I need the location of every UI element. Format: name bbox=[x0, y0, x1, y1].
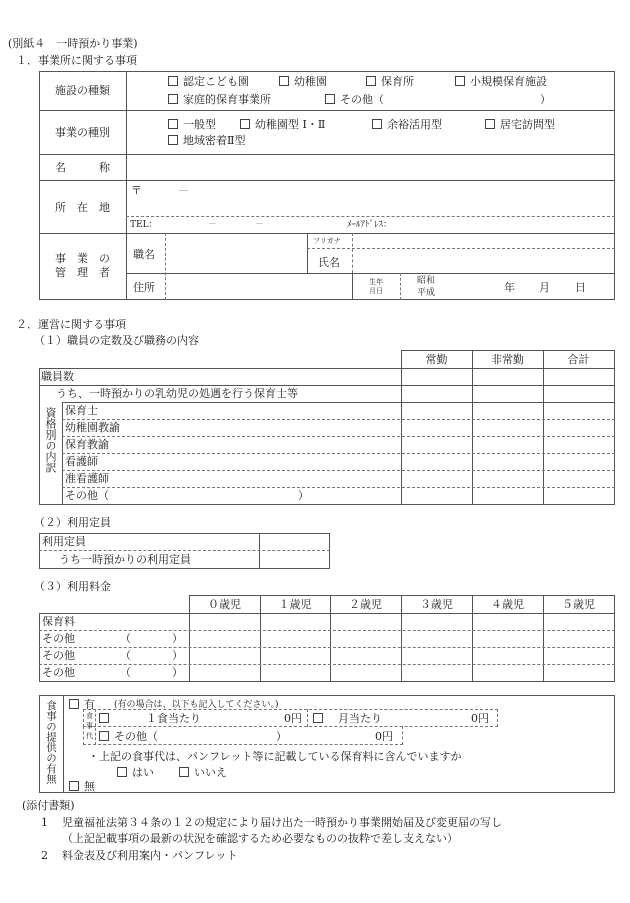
answer-yes-option[interactable]: はい bbox=[117, 766, 154, 779]
meal-label: 食事の提供の有無 bbox=[45, 700, 57, 784]
fee-row-label: 保育料 bbox=[42, 615, 75, 628]
attachments-title: (添付書類) bbox=[22, 799, 75, 812]
fee-row-label: その他 bbox=[42, 649, 75, 662]
era-heisei[interactable]: 平成 bbox=[417, 288, 436, 298]
qual-row-label: その他（ bbox=[65, 489, 109, 502]
col-parttime: 非常勤 bbox=[491, 353, 524, 366]
furigana-field[interactable] bbox=[354, 234, 613, 247]
checkbox-icon[interactable] bbox=[168, 119, 178, 129]
facility-option-small-scale[interactable]: 小規模保育施設 bbox=[455, 75, 547, 88]
month-label: 月 bbox=[539, 281, 550, 294]
answer-no-option[interactable]: いいえ bbox=[179, 766, 227, 779]
checkbox-icon[interactable] bbox=[279, 76, 289, 86]
checkbox-icon[interactable] bbox=[313, 713, 323, 723]
staff-subtitle: （１）職員の定数及び職務の内容 bbox=[34, 334, 199, 347]
fee-col-age2: ２歳児 bbox=[349, 598, 382, 611]
business-option-community[interactable]: 地域密着Ⅱ型 bbox=[168, 134, 245, 147]
fee-col-age5: ５歳児 bbox=[562, 598, 595, 611]
facility-type-label: 施設の種類 bbox=[55, 84, 110, 97]
era-showa[interactable]: 昭和 bbox=[417, 276, 436, 286]
qual-other-close: ） bbox=[298, 489, 309, 502]
meal-yes-note: (有の場合は、以下も記入してください。) bbox=[114, 700, 279, 710]
attachment-note: （上記記載事項の最新の状況を確認するため必要なものの抜粋で差し支えない） bbox=[62, 832, 458, 845]
fee-subtitle: （３）利用料金 bbox=[34, 580, 111, 593]
tel-label: TEL： bbox=[130, 220, 158, 230]
qual-row-label: 看護師 bbox=[65, 455, 98, 468]
fee-row-label: その他 bbox=[42, 666, 75, 679]
checkbox-icon[interactable] bbox=[99, 713, 109, 723]
attachment-text: 料金表及び利用案内・パンフレット bbox=[62, 849, 238, 862]
fee-col-age1: １歳児 bbox=[278, 598, 312, 611]
checkbox-icon[interactable] bbox=[485, 119, 495, 129]
checkbox-icon[interactable] bbox=[168, 76, 178, 86]
fee-col-age4: ４歳児 bbox=[491, 598, 524, 611]
meal-other-option[interactable]: その他（ bbox=[99, 730, 158, 743]
fee-col-age0: ０歳児 bbox=[208, 598, 241, 611]
business-option-surplus[interactable]: 余裕活用型 bbox=[372, 118, 442, 131]
section2-title: ２．運営に関する事項 bbox=[16, 318, 126, 331]
meal-question: ・上記の食事代は、パンフレット等に記載している保育料に含んでいますか bbox=[88, 750, 462, 763]
full-name-label: 氏名 bbox=[318, 256, 340, 269]
job-title-label: 職名 bbox=[133, 248, 155, 261]
checkbox-icon[interactable] bbox=[240, 119, 250, 129]
per-month-amount[interactable]: 0円 bbox=[471, 712, 489, 725]
facility-option-kodomoen[interactable]: 認定こども園 bbox=[168, 75, 249, 88]
facility-option-kindergarten[interactable]: 幼稚園 bbox=[279, 75, 327, 88]
checkbox-icon[interactable] bbox=[168, 94, 178, 104]
business-option-home-visit[interactable]: 居宅訪問型 bbox=[485, 118, 555, 131]
attachment-text: 児童福祉法第３４条の１２の規定により届け出た一時預かり事業開始届及び変更届の写し bbox=[62, 816, 502, 829]
col-fulltime: 常勤 bbox=[425, 353, 448, 366]
address-label: 住所 bbox=[133, 281, 155, 294]
meal-other-close: ） bbox=[276, 730, 287, 743]
full-name-field[interactable] bbox=[354, 249, 613, 272]
meal-no-option[interactable]: 無 bbox=[69, 780, 95, 793]
per-meal-option[interactable] bbox=[99, 712, 114, 725]
facility-other-close: ） bbox=[540, 93, 551, 106]
qual-row-label: 准看護師 bbox=[65, 472, 109, 485]
meal-fee-label: 食事代 bbox=[86, 712, 93, 740]
tel-field[interactable] bbox=[150, 217, 340, 232]
per-month-label: 月当たり bbox=[338, 712, 382, 725]
day-label: 日 bbox=[575, 281, 586, 294]
facility-option-home-based[interactable]: 家庭的保育事業所 bbox=[168, 93, 271, 106]
attachment-number: 2 bbox=[41, 849, 48, 862]
qual-row-label: 保育教諭 bbox=[65, 438, 109, 451]
business-type-label: 事業の種別 bbox=[55, 126, 110, 139]
fee-paren-open: （ bbox=[120, 649, 131, 662]
year-label: 年 bbox=[504, 281, 515, 294]
email-label: ﾒｰﾙｱﾄﾞﾚｽ： bbox=[347, 220, 393, 230]
tel-dash-2: － bbox=[255, 220, 265, 230]
meal-other-amount[interactable]: 0円 bbox=[375, 730, 393, 743]
col-total: 合計 bbox=[567, 353, 590, 366]
email-field[interactable] bbox=[400, 217, 612, 232]
business-option-kindergarten[interactable]: 幼稚園型 Ⅰ・Ⅱ bbox=[240, 118, 325, 131]
per-meal-amount[interactable]: 0円 bbox=[284, 712, 302, 725]
facility-option-nursery[interactable]: 保育所 bbox=[366, 75, 414, 88]
checkbox-icon[interactable] bbox=[69, 699, 79, 709]
capacity-row-label: うち一時預かりの利用定員 bbox=[59, 553, 191, 566]
postal-mark: 〒 bbox=[131, 184, 142, 197]
checkbox-icon[interactable] bbox=[455, 76, 465, 86]
fee-paren-close: ） bbox=[172, 649, 183, 662]
job-title-field[interactable] bbox=[167, 234, 306, 272]
attachment-number: 1 bbox=[41, 816, 48, 829]
fee-paren-open: （ bbox=[120, 666, 131, 679]
fee-row-label: その他 bbox=[42, 632, 75, 645]
tel-dash-1: － bbox=[208, 220, 218, 230]
temp-capacity-field[interactable] bbox=[261, 551, 328, 568]
name-label: 名 称 bbox=[55, 161, 110, 174]
fee-paren-close: ） bbox=[172, 632, 183, 645]
section1-title: １．事業所に関する事項 bbox=[16, 54, 137, 67]
checkbox-icon[interactable] bbox=[117, 767, 127, 777]
meal-yes-option[interactable]: 有 bbox=[69, 698, 95, 711]
staff-temp-label: うち、一時預かりの乳幼児の処遇を行う保育士等 bbox=[56, 387, 298, 400]
staff-total-label: 職員数 bbox=[41, 370, 74, 383]
checkbox-icon[interactable] bbox=[372, 119, 382, 129]
fee-col-age3: ３歳児 bbox=[420, 598, 453, 611]
facility-name-field[interactable] bbox=[127, 155, 614, 180]
capacity-field[interactable] bbox=[261, 534, 328, 549]
checkbox-icon[interactable] bbox=[325, 94, 335, 104]
qual-row-label: 保育士 bbox=[65, 404, 98, 417]
location-label: 所 在 地 bbox=[55, 201, 110, 214]
qual-row-label: 幼稚園教諭 bbox=[65, 421, 120, 434]
per-month-option[interactable] bbox=[313, 712, 328, 725]
postal-dash: － bbox=[178, 184, 189, 197]
facility-option-other[interactable]: その他（ bbox=[325, 93, 384, 106]
birth-label-line1: 生年 bbox=[369, 278, 383, 286]
fee-paren-close: ） bbox=[172, 666, 183, 679]
checkbox-icon[interactable] bbox=[168, 135, 178, 145]
manager-label-line2: 管 理 者 bbox=[55, 266, 110, 279]
fee-paren-open: （ bbox=[120, 632, 131, 645]
per-meal-label: １食当たり bbox=[146, 712, 201, 725]
furigana-label: フリガナ bbox=[313, 237, 341, 245]
manager-label-line1: 事 業 の bbox=[55, 252, 110, 265]
manager-address-field[interactable] bbox=[167, 274, 351, 299]
checkbox-icon[interactable] bbox=[99, 731, 109, 741]
birth-label-line2: 月日 bbox=[369, 287, 383, 295]
annex-title: (別紙４ 一時預かり事業) bbox=[8, 37, 138, 50]
checkbox-icon[interactable] bbox=[366, 76, 376, 86]
checkbox-icon[interactable] bbox=[69, 781, 79, 791]
capacity-subtitle: （２）利用定員 bbox=[34, 516, 111, 529]
capacity-row-label: 利用定員 bbox=[42, 535, 86, 548]
checkbox-icon[interactable] bbox=[179, 767, 189, 777]
business-option-general[interactable]: 一般型 bbox=[168, 118, 216, 131]
address-field[interactable] bbox=[127, 181, 614, 215]
qualification-label: 資格別の内訳 bbox=[44, 407, 57, 473]
